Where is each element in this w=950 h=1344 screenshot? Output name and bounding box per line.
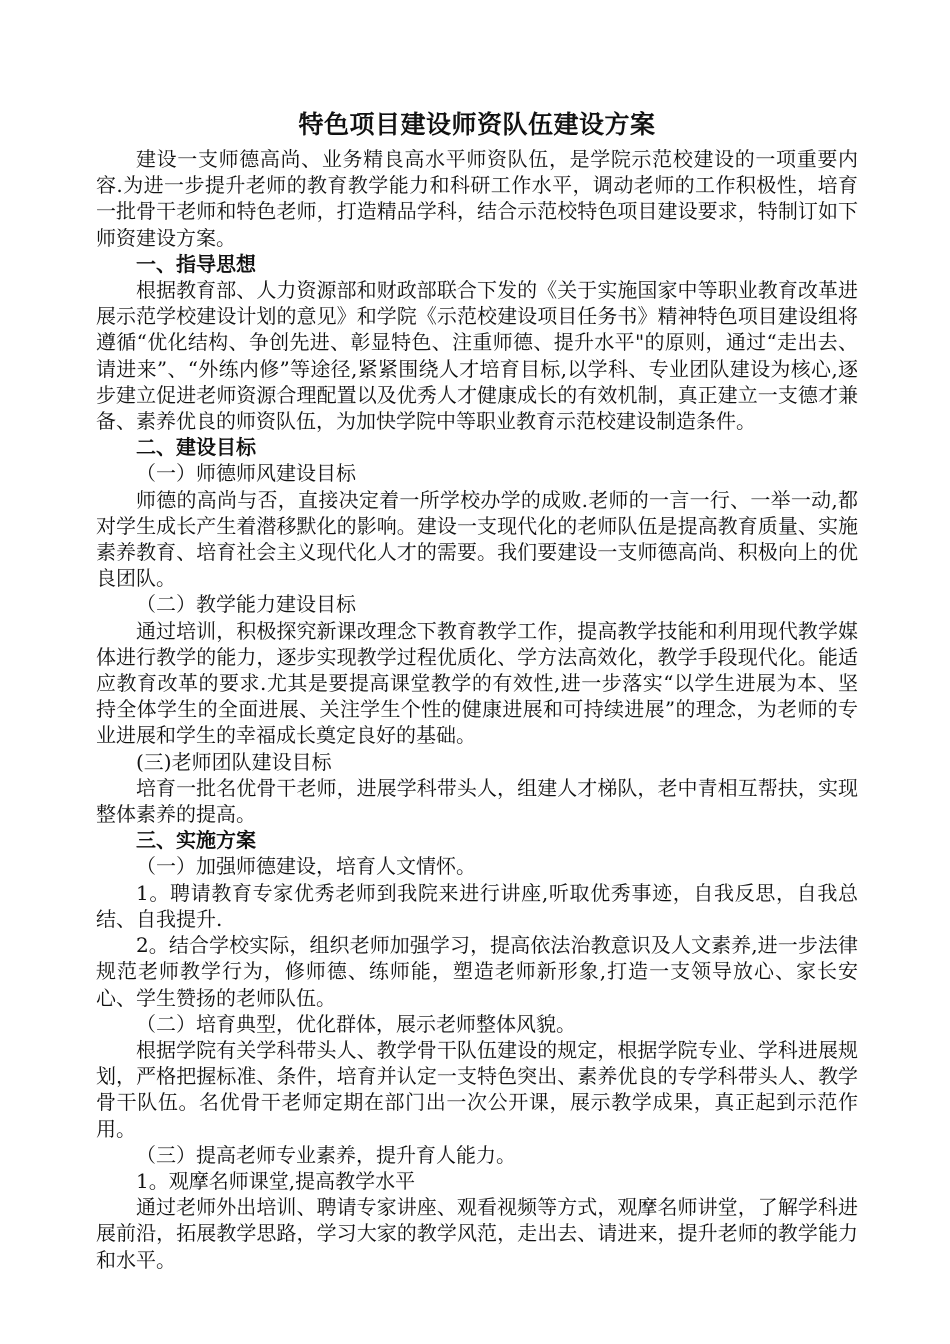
document-title: 特色项目建设师资队伍建设方案 bbox=[298, 110, 656, 139]
document-page bbox=[96, 104, 858, 1273]
section3-sub2-heading: （二）培育典型，优化群体，展示老师整体风貌。 bbox=[136, 1011, 576, 1036]
section2-sub1-heading: （一）师德师风建设目标 bbox=[136, 461, 356, 486]
section1-paragraph: 根据教育部、人力资源部和财政部联合下发的《关于实施国家中等职业教育改革进展示范学校建设计划的意见》和学院《示范校建设项目任务书》精神特色项目建设组将遵循“优化结构、争创先进、彰显特色、注重师德、提升水平"的原则，通过“走出去、请进来”、“外练内修”等途径,紧紧围绕人才培育目标,以学科、专业团队建设为核心,逐步建立促进老师资源合理配置以及优秀人才健康成长的有效机制，真正建立一支德才兼备、素养优良的师资队伍，为加快学院中等职业教育示范校建设制造条件。 bbox=[96, 278, 858, 434]
section3-sub2-paragraph: 根据学院有关学科带头人、教学骨干队伍建设的规定，根据学院专业、学科进展规划，严格把握标准、条件，培育并认定一支特色突出、素养优良的专学科带头人、教学骨干队伍。名优骨干老师定期在部门出一次公开课，展示教学成果，真正起到示范作用。 bbox=[96, 1037, 858, 1141]
section1-heading: 一、指导思想 bbox=[136, 251, 256, 276]
section3-heading: 三、实施方案 bbox=[136, 828, 256, 853]
section2-sub3-paragraph: 培育一批名优骨干老师，进展学科带头人，组建人才梯队，老中青相互帮扶，实现整体素养的提高。 bbox=[96, 775, 858, 827]
section2-heading: 二、建设目标 bbox=[136, 435, 256, 460]
section2-sub1-paragraph: 师德的高尚与否，直接决定着一所学校办学的成败.老师的一言一行、一举一动,都对学生成长产生着潜移默化的影响。建设一支现代化的老师队伍是提高教育质量、实施素养教育、培育社会主义现代化人才的需要。我们要建设一支师德高尚、积极向上的优良团队。 bbox=[96, 487, 858, 591]
section3-sub3-heading: （三）提高老师专业素养，提升育人能力。 bbox=[136, 1142, 516, 1167]
section3-sub3-item1-heading: 1。观摩名师课堂,提高教学水平 bbox=[136, 1168, 416, 1193]
section2-sub2-paragraph: 通过培训，积极探究新课改理念下教育教学工作，提高教学技能和利用现代教学媒体进行教学的能力，逐步实现教学过程优质化、学方法高效化，教学手段现代化。能适应教育改革的要求.尤其是要提高课堂教学的有效性,进一步落实“以学生进展为本、坚持全体学生的全面进展、关注学生个性的健康进展和可持续进展”的理念，为老师的专业进展和学生的幸福成长奠定良好的基础。 bbox=[96, 618, 858, 748]
section3-sub3-item1-paragraph: 通过老师外出培训、聘请专家讲座、观看视频等方式，观摩名师讲堂，了解学科进展前沿，拓展教学思路，学习大家的教学风范，走出去、请进来，提升老师的教学能力和水平。 bbox=[96, 1195, 858, 1272]
section2-sub2-heading: （二）教学能力建设目标 bbox=[136, 592, 356, 617]
intro-paragraph: 建设一支师德高尚、业务精良高水平师资队伍，是学院示范校建设的一项重要内容.为进一步提升老师的教育教学能力和科研工作水平，调动老师的工作积极性，培育一批骨干老师和特色老师，打造精品学科，结合示范校特色项目建设要求，特制订如下师资建设方案。 bbox=[96, 147, 858, 250]
section2-sub3-heading: (三)老师团队建设目标 bbox=[136, 749, 332, 774]
section3-item2: 2。结合学校实际，组织老师加强学习，提高依法治教意识及人文素养,进一步法律规范老师教学行为，修师德、练师能，塑造老师新形象,打造一支领导放心、家长安心、学生赞扬的老师队伍。 bbox=[96, 933, 858, 1010]
section3-item1: 1。聘请教育专家优秀老师到我院来进行讲座,听取优秀事迹，自我反思，自我总结、自我提升. bbox=[96, 880, 858, 931]
section3-sub1-heading: （一）加强师德建设，培育人文情怀。 bbox=[136, 854, 476, 879]
